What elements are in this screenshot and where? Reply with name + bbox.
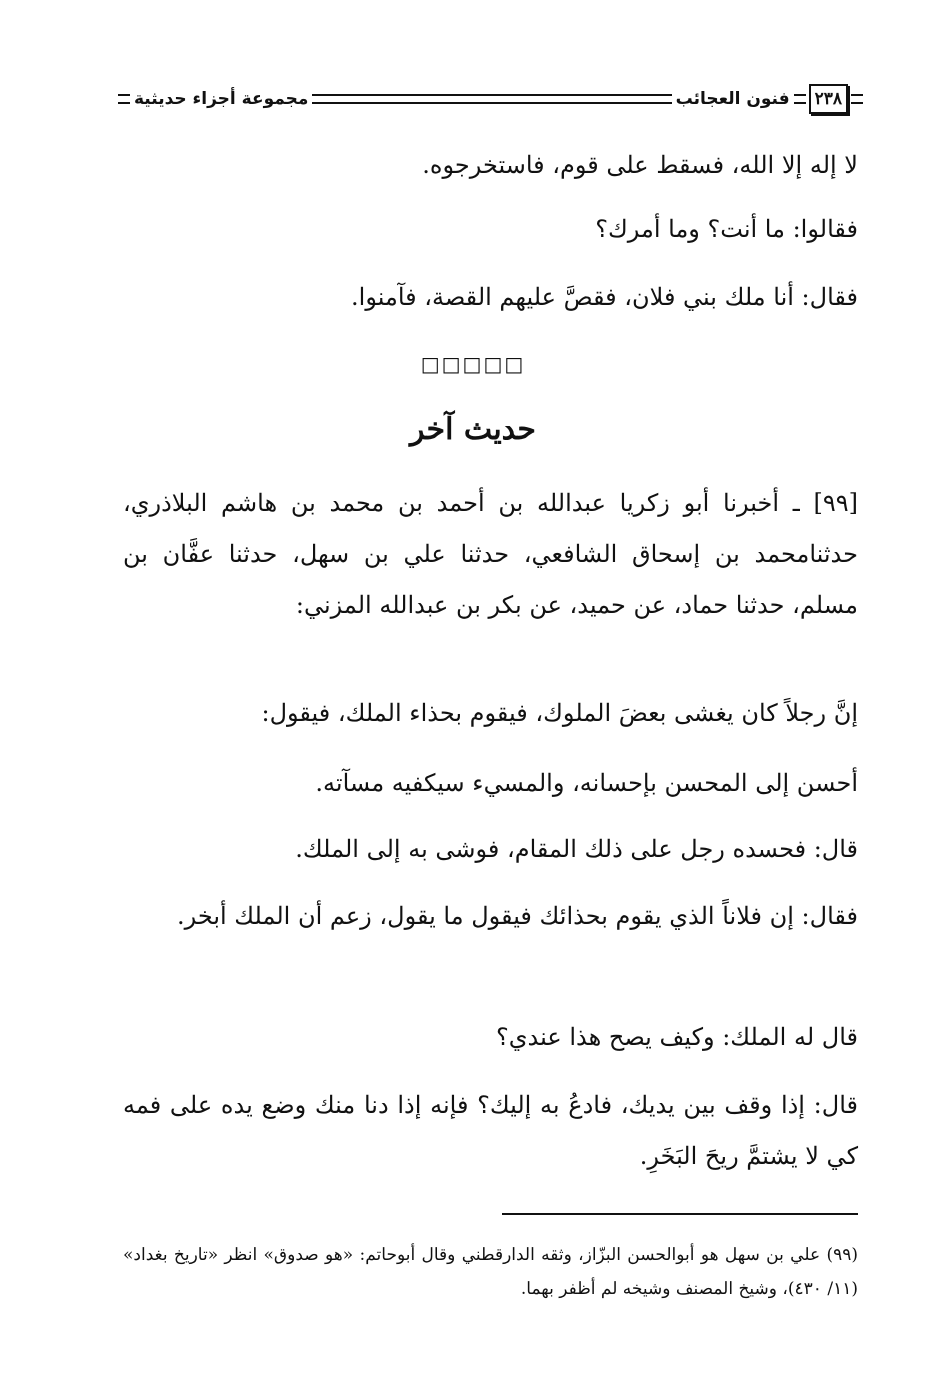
paragraph: أحسن إلى المحسن بإحسانه، والمسيء سيكفيه مسآته.: [315, 769, 858, 797]
text-line: لا إله إلا الله، فسقط على قوم، فاستخرجوه.: [422, 151, 858, 179]
text-line: فقالوا: ما أنت؟ وما أمرك؟: [595, 215, 858, 243]
section-separator: □□□□□: [420, 352, 526, 376]
header-rule: [851, 94, 863, 104]
header-rule: [118, 94, 130, 104]
paragraph: قال: إذا وقف بين يديك، فادعُ به إليك؟ فإنه إذا دنا منك وضع يده على فمه كي لا يشتمَّ ريحَ البَخَرِ.: [123, 1091, 858, 1170]
isnad-paragraph: [٩٩] ـ أخبرنا أبو زكريا عبدالله بن أحمد بن محمد بن هاشم البلاذري، حدثنامحمد بن إسحاق الشافعي، حدثنا علي بن سهل، حدثنا عفَّان بن مسلم، حدثنا حماد، عن حميد، عن بكر بن عبدالله المزني:: [123, 489, 858, 619]
header-rule: [312, 94, 671, 104]
collection-title: مجموعة أجزاء حديثية: [134, 89, 309, 109]
footnote-rule: [502, 1213, 858, 1215]
paragraph: إنَّ رجلاً كان يغشى بعضَ الملوك، فيقوم بحذاء الملك، فيقول:: [261, 699, 858, 727]
page-number: ٢٣٨: [809, 84, 848, 114]
book-title: فنون العجائب: [675, 89, 790, 109]
section-title: حديث آخر: [410, 412, 536, 447]
paragraph: قال: فحسده رجل على ذلك المقام، فوشى به إلى الملك.: [295, 835, 858, 863]
running-header: [118, 82, 863, 116]
text-line: فقال: أنا ملك بني فلان، فقصَّ عليهم القصة، فآمنوا.: [351, 283, 858, 311]
footnote: (٩٩) علي بن سهل هو أبوالحسن البزّاز، وثقه الدارقطني وقال أبوحاتم: «هو صدوق» انظر «تاريخ بغداد» (١١/ ٤٣٠)، وشيخ المصنف وشيخه لم أظفر بهما.: [123, 1245, 858, 1299]
header-rule: [794, 94, 806, 104]
paragraph: فقال: إن فلاناً الذي يقوم بحذائك فيقول ما يقول، زعم أن الملك أبخر.: [176, 902, 858, 930]
paragraph: قال له الملك: وكيف يصح هذا عندي؟: [496, 1023, 858, 1051]
